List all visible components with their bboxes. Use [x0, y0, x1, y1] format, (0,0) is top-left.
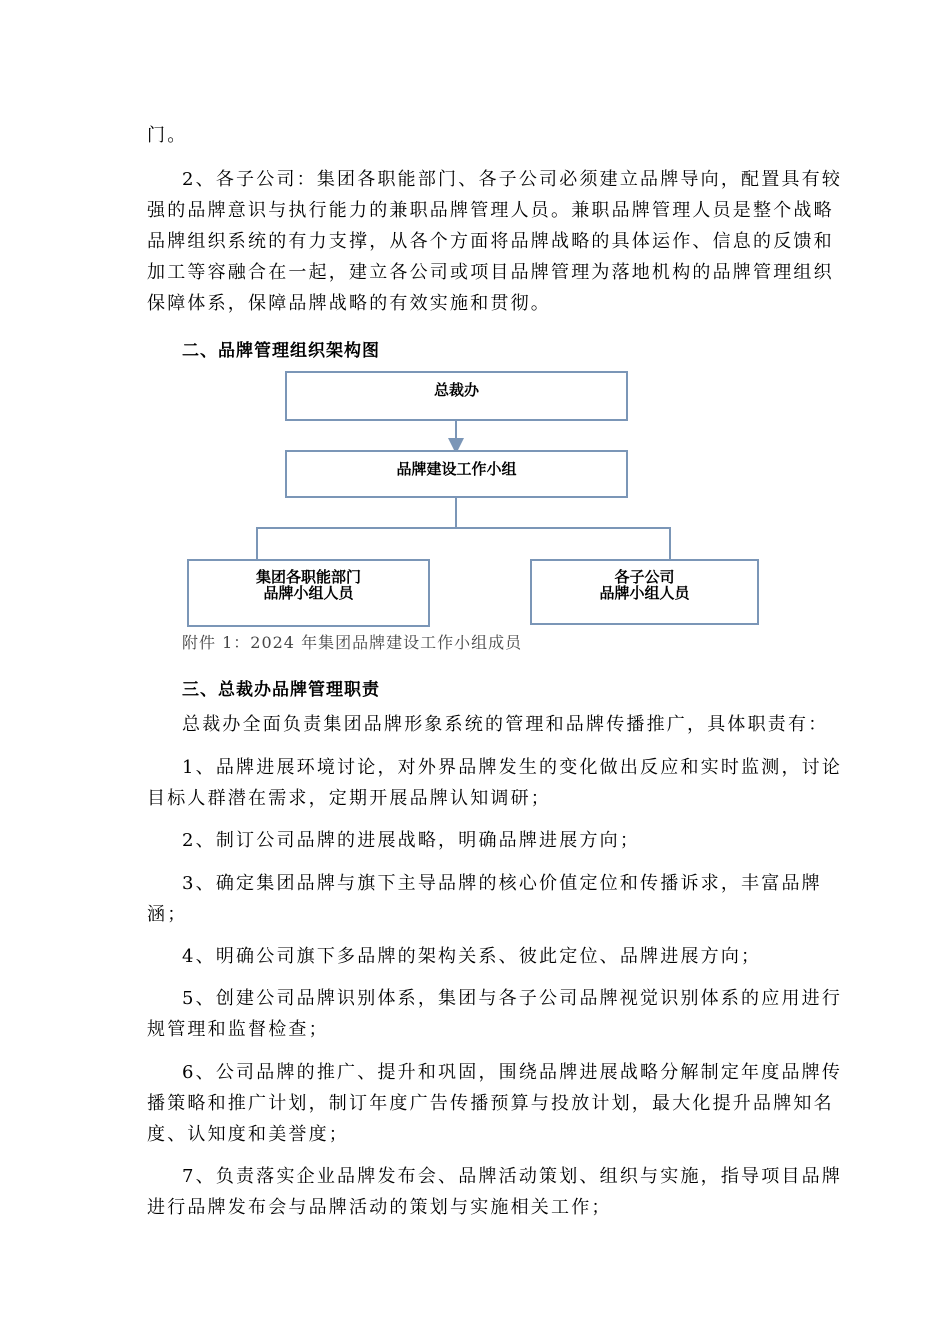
body-text-line: 总裁办全面负责集团品牌形象系统的管理和品牌传播推广，具体职责有： — [182, 714, 829, 735]
duty-line: 目标人群潜在需求，定期开展品牌认知调研； — [147, 788, 551, 809]
duty-line: 度、认知度和美誉度； — [147, 1124, 349, 1145]
body-text-line: 品牌组织系统的有力支撑，从各个方面将品牌战略的具体运作、信息的反馈和 — [147, 231, 834, 252]
org-box-label: 品牌小组人员 — [599, 584, 690, 602]
org-box-label: 集团各职能部门 — [255, 568, 361, 586]
body-text-line: 加工等容融合在一起，建立各公司或项目品牌管理为落地机构的品牌管理组织 — [147, 262, 834, 283]
body-text-line: 强的品牌意识与执行能力的兼职品牌管理人员。兼职品牌管理人员是整个战略 — [147, 200, 834, 221]
section-heading: 三、总裁办品牌管理职责 — [182, 680, 380, 700]
duty-line: 规管理和监督检查； — [147, 1019, 329, 1040]
body-text-line: 2、各子公司：集团各职能部门、各子公司必须建立品牌导向，配置具有较 — [182, 169, 843, 190]
duty-line: 6、公司品牌的推广、提升和巩固，围绕品牌进展战略分解制定年度品牌传 — [182, 1062, 843, 1083]
duty-line: 7、负责落实企业品牌发布会、品牌活动策划、组织与实施，指导项目品牌 — [182, 1166, 843, 1187]
org-box-president-office — [285, 371, 628, 421]
org-box-subsidiaries — [530, 559, 759, 625]
org-box-label: 品牌小组人员 — [263, 584, 354, 602]
org-box-label: 品牌建设工作小组 — [396, 460, 517, 478]
org-box-group-departments — [187, 559, 430, 627]
org-box-label: 总裁办 — [433, 381, 479, 399]
duty-line: 5、创建公司品牌识别体系，集团与各子公司品牌视觉识别体系的应用进行 — [182, 988, 843, 1009]
org-chart-connectors — [0, 0, 950, 650]
duty-line: 播策略和推广计划，制订年度广告传播预算与投放计划，最大化提升品牌知名 — [147, 1093, 834, 1114]
duty-line: 涵； — [147, 904, 188, 925]
duty-line: 3、确定集团品牌与旗下主导品牌的核心价值定位和传播诉求，丰富品牌 — [182, 873, 822, 894]
duty-line: 2、制订公司品牌的进展战略，明确品牌进展方向； — [182, 830, 641, 851]
duty-line: 进行品牌发布会与品牌活动的策划与实施相关工作； — [147, 1197, 612, 1218]
duty-line: 1、品牌进展环境讨论，对外界品牌发生的变化做出反应和实时监测，讨论 — [182, 757, 843, 778]
body-text-line: 保障体系，保障品牌战略的有效实施和贯彻。 — [147, 293, 551, 314]
duty-line: 4、明确公司旗下多品牌的架构关系、彼此定位、品牌进展方向； — [182, 946, 762, 967]
org-box-label: 各子公司 — [614, 568, 675, 586]
org-box-brand-working-group — [285, 450, 628, 498]
attachment-caption: 附件 1：2024 年集团品牌建设工作小组成员 — [182, 633, 523, 652]
body-text-line: 门。 — [147, 125, 188, 146]
section-heading: 二、品牌管理组织架构图 — [182, 341, 380, 361]
